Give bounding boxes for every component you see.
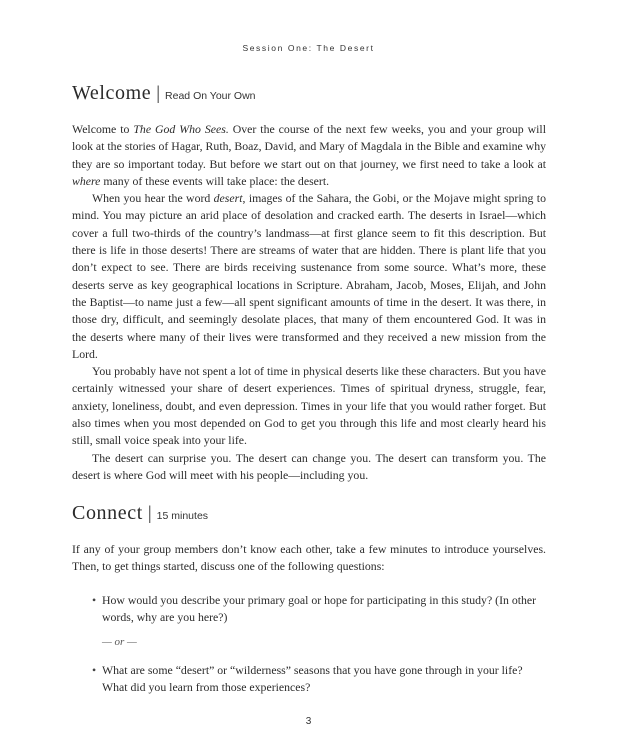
connect-heading <box>72 502 208 525</box>
question-text: How would you describe your primary goal or hope for participating in this study? (In other words, why are you here?) <box>102 593 537 625</box>
bullet-icon: • <box>92 593 97 607</box>
welcome-paragraph-2 <box>72 190 546 363</box>
discussion-question-1 <box>92 592 542 627</box>
text-run: When you hear the word <box>92 191 214 206</box>
welcome-paragraph-3: You probably have not spent a lot of time in physical deserts like these characters. But you have certainly witnessed your share of desert experiences. Times of spiritual dryness, struggle, fear, anxiety, loneliness, doubt, and even depression. Times in your life that you would rather forget. But also times when you most depended on God to get you through this life and most clearly heard his still, small voice speak into your life. <box>72 364 546 448</box>
connect-subtitle: 15 minutes <box>156 510 209 522</box>
running-head: Session One: The Desert <box>242 43 375 53</box>
text-run: , images of the Sahara, the Gobi, or the Mojave might spring to mind. You may picture an arid place of desolation and cracked earth. The deserts in Israel—which cover a full two-thirds of the country’s landmass—at first glance seem to fit this description. But there is life in those deserts! There are streams of water that are hidden. There is plant life that you don’t expect to see. There are birds receiving sustenance from some source. What’s more, these deserts serve as key geographical locations in Scripture. Abraham, Jacob, Moses, Elijah, and John the Baptist—to name just a few—all spent significant amounts of time in the desert. It was there, in those dry, difficult, and seemingly desolate places, that many of them encountered God. It was in the deserts where many of their lives were transformed and they received a new mission from the Lord. <box>72 191 546 361</box>
welcome-paragraph-4: The desert can surprise you. The desert can change you. The desert can transform you. The desert is where God will meet with his people—including you. <box>72 450 546 482</box>
welcome-subtitle: Read On Your Own <box>165 90 256 102</box>
text-run: Welcome to <box>72 122 134 136</box>
emphasis-where: where <box>72 173 101 188</box>
heading-divider: | <box>147 503 152 524</box>
page-number: 3 <box>305 716 312 727</box>
connect-intro-paragraph: If any of your group members don’t know each other, take a few minutes to introduce yourselves. Then, to get things started, discuss one of the following questions: <box>72 542 546 574</box>
connect-title: Connect <box>72 502 143 524</box>
text-run: many of these events will take place: the desert. <box>100 173 330 188</box>
welcome-paragraph-1 <box>72 121 546 190</box>
heading-divider: | <box>156 83 161 104</box>
emphasis-desert: desert <box>213 191 243 206</box>
discussion-question-2 <box>92 662 542 697</box>
question-text: What are some “desert” or “wilderness” seasons that you have gone through in your life? What did you learn from those experiences? <box>102 663 523 695</box>
book-title: The God Who Sees. <box>133 122 229 136</box>
or-separator: — or — <box>102 636 137 648</box>
welcome-body <box>72 121 546 484</box>
text-run: Over the course of the next few weeks, you and your group will look at the stories of Hagar, Ruth, Boaz, David, and Mary of Magdala in the Bible and examine why they are so important today. But before we start out on that journey, we first need to take a look at <box>72 122 546 171</box>
welcome-heading <box>72 82 256 105</box>
bullet-icon: • <box>92 663 97 677</box>
connect-intro <box>72 541 546 576</box>
welcome-title: Welcome <box>72 82 152 104</box>
